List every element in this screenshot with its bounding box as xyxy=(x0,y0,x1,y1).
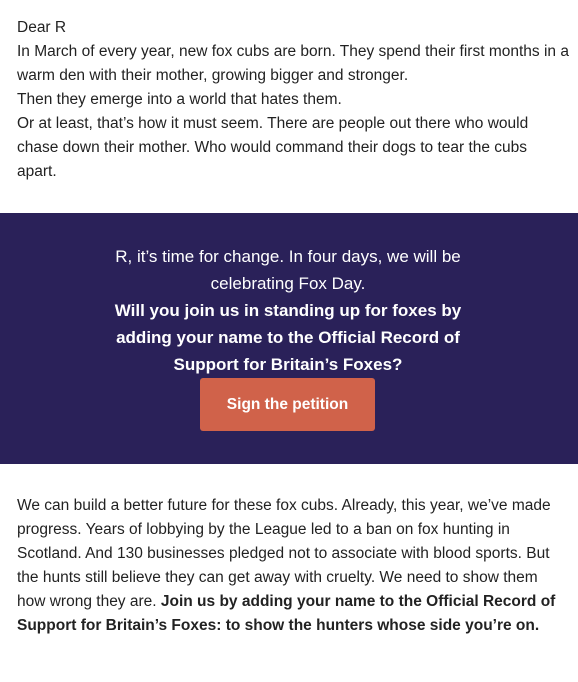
intro-paragraph: Or at least, that’s how it must seem. There are people out there who would chase down their mother. Who would command their dogs to tear the cubs apart. xyxy=(17,115,529,180)
banner-text: R, it’s time for change. In four days, we will be celebrating Fox Day. xyxy=(115,247,461,293)
greeting: Dear R xyxy=(17,19,67,36)
intro-section xyxy=(17,16,569,184)
outro-paragraph xyxy=(17,494,569,638)
banner-call-to-action: Will you join us in standing up for foxes by adding your name to the Official Record of Support for Britain’s Foxes? xyxy=(114,301,462,374)
outro-call-to-action: Join us by adding your name to the Official Record of Support for Britain’s Foxes: to show the hunters whose side you’re on. xyxy=(17,593,556,634)
outro-text: We can build a better future for these fox cubs. Already, this year, we’ve made progress. Years of lobbying by the League led to a ban on fox hunting in Scotland. And 130 businesses pledged not to associate with blood sports. But the hunts still believe they can get away with cruelty. We need to show them how wrong they are. xyxy=(17,497,551,610)
sign-petition-button[interactable]: Sign the petition xyxy=(200,378,375,431)
intro-paragraph: Then they emerge into a world that hates them. xyxy=(17,91,342,108)
intro-paragraph: In March of every year, new fox cubs are born. They spend their first months in a warm den with their mother, growing bigger and stronger. xyxy=(17,43,569,84)
banner-message xyxy=(98,243,478,378)
outro-section xyxy=(17,494,569,638)
